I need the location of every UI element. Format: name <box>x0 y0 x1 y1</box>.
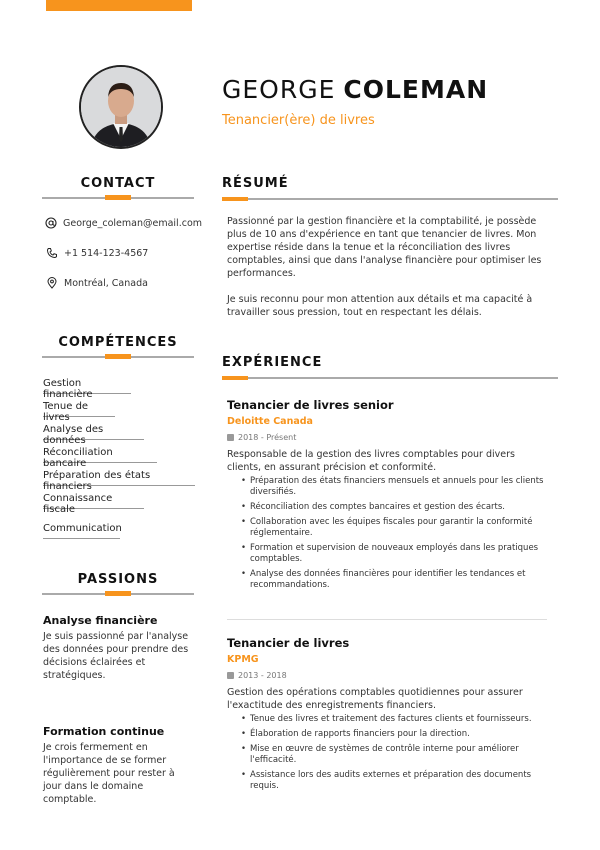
job-role: Tenancier de livres senior <box>227 398 394 412</box>
top-accent-bar <box>46 0 192 11</box>
job-bullet: • Analyse des données financières pour identifier les tendances et recommandations. <box>241 569 552 591</box>
calendar-icon <box>227 434 234 441</box>
summary-rule <box>222 198 558 200</box>
phone-icon <box>45 247 58 260</box>
skill-item: Préparation des états financiers <box>43 470 195 486</box>
job-description: Responsable de la gestion des livres comptables pour divers clients, en assurant précision et conformité. <box>227 449 515 473</box>
passion-title: Formation continue <box>43 725 165 738</box>
experience-section <box>222 355 558 379</box>
calendar-icon <box>227 672 234 679</box>
job-entry <box>227 398 552 595</box>
job-company: Deloitte Canada <box>227 416 313 427</box>
last-name: COLEMAN <box>343 75 489 104</box>
job-dates-text: 2013 - 2018 <box>238 671 287 680</box>
skill-item: Gestion financière <box>43 378 131 394</box>
avatar-icon <box>81 67 161 147</box>
job-bullet: • Formation et supervision de nouveaux employés dans les pratiques comptables. <box>241 543 552 565</box>
summary-title: RÉSUMÉ <box>222 176 289 191</box>
job-dates-text: 2018 - Présent <box>238 433 297 442</box>
job-dates <box>227 671 552 680</box>
skill-item: Réconciliation bancaire <box>43 447 157 463</box>
skills-list <box>43 378 195 545</box>
profile-photo <box>79 65 163 149</box>
job-bullet: • Réconciliation des comptes bancaires et gestion des écarts. <box>241 502 552 513</box>
skills-rule <box>42 356 194 358</box>
job-bullet: • Préparation des états financiers mensuels et annuels pour les clients diversifiés. <box>241 476 552 498</box>
summary-paragraph-2: Je suis reconnu pour mon attention aux détails et ma capacité à travailler sous pression, tout en respectant les délais. <box>227 294 533 318</box>
passion-text: Je crois fermement en l'importance de se former régulièrement pour rester à jour dans le domaine comptable. <box>43 742 175 805</box>
experience-title: EXPÉRIENCE <box>222 355 323 370</box>
job-bullet: • Assistance lors des audits externes et préparation des documents requis. <box>241 770 552 792</box>
first-name: GEORGE <box>222 75 336 104</box>
email-text: George_coleman@email.com <box>63 217 203 229</box>
job-title: Tenancier(ère) de livres <box>222 113 375 128</box>
skill-item: Communication <box>43 523 120 539</box>
passion-title: Analyse financière <box>43 614 158 627</box>
summary-paragraph-1: Passionné par la gestion financière et la comptabilité, je possède plus de 10 ans d'expérience en tant que tenancier de livres. Mon expertise réside dans la tenue et la réconciliation des livres comptables, ainsi que dans l'analyse financière pour optimiser les performances. <box>227 216 542 279</box>
job-divider <box>227 619 547 620</box>
job-bullet: • Élaboration de rapports financiers pour la direction. <box>241 729 552 740</box>
contact-section <box>42 176 194 199</box>
passions-title: PASSIONS <box>77 572 159 587</box>
job-bullet: • Tenue des livres et traitement des factures clients et fournisseurs. <box>241 714 552 725</box>
contact-title: CONTACT <box>80 176 156 191</box>
candidate-name <box>222 75 488 104</box>
summary-section <box>222 176 558 319</box>
passion-item <box>43 614 191 682</box>
job-entry <box>227 636 552 796</box>
contact-rule <box>42 197 194 199</box>
experience-rule <box>222 377 558 379</box>
passion-text: Je suis passionné par l'analyse des données pour prendre des décisions éclairées et stratégiques. <box>43 631 189 681</box>
job-company: KPMG <box>227 654 259 665</box>
job-bullet: • Mise en œuvre de systèmes de contrôle interne pour améliorer l'efficacité. <box>241 744 552 766</box>
passion-item <box>43 725 191 806</box>
job-dates <box>227 433 552 442</box>
job-bullets <box>227 714 552 792</box>
skill-item: Connaissance fiscale <box>43 493 144 509</box>
passions-section <box>42 572 194 595</box>
contact-location <box>45 276 197 290</box>
skills-section <box>42 335 194 358</box>
skill-item: Tenue de livres <box>43 401 115 417</box>
job-description: Gestion des opérations comptables quotidiennes pour assurer l'exactitude des enregistrements financiers. <box>227 687 523 711</box>
email-icon <box>45 217 57 230</box>
job-role: Tenancier de livres <box>227 636 350 650</box>
job-bullet: • Collaboration avec les équipes fiscales pour garantir la conformité réglementaire. <box>241 517 552 539</box>
location-pin-icon <box>45 277 58 290</box>
contact-list <box>45 216 203 290</box>
job-bullets <box>227 476 552 591</box>
passions-rule <box>42 593 194 595</box>
phone-text: +1 514-123-4567 <box>64 247 149 259</box>
skill-item: Analyse des données <box>43 424 144 440</box>
location-text: Montréal, Canada <box>64 277 148 289</box>
contact-phone[interactable] <box>45 246 197 260</box>
skills-title: COMPÉTENCES <box>58 335 178 350</box>
contact-email[interactable] <box>45 216 203 230</box>
